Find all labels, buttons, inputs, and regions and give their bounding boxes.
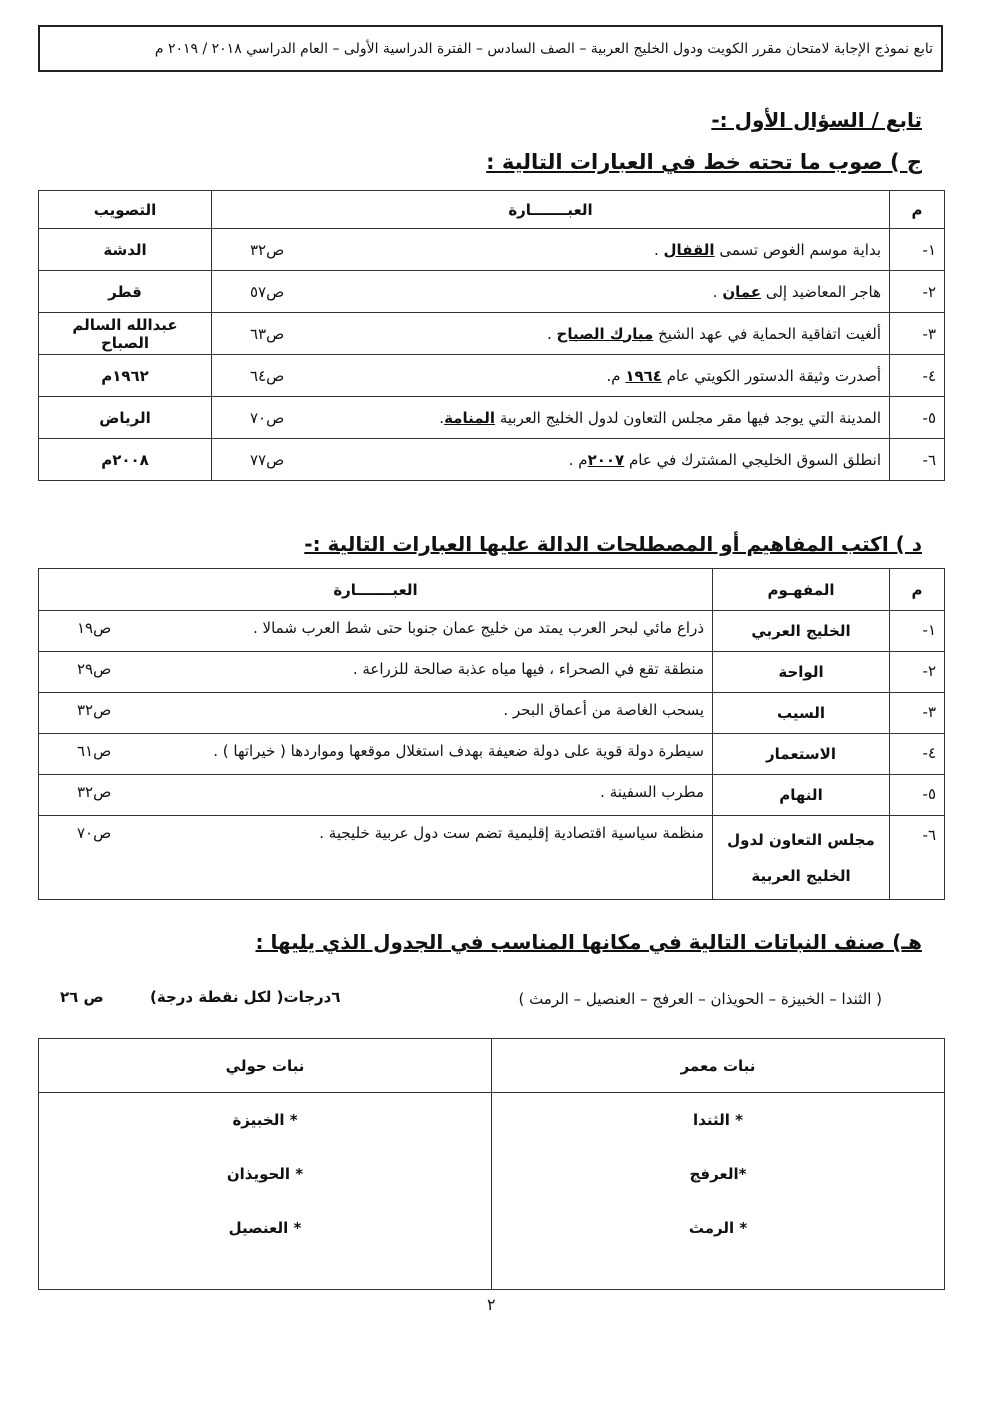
statement-text: سيطرة دولة قوية على دولة ضعيفة بهدف استغلال موقعها ومواردها ( خيراتها ) . [213, 742, 704, 760]
statement-cell [212, 271, 890, 313]
statement-cell [39, 734, 713, 775]
row-num: ٣- [890, 693, 945, 734]
plant-item: * الخبيزة [232, 1111, 298, 1129]
page-ref: ص٦٤ [250, 366, 285, 385]
underlined-term: المنامة [444, 408, 496, 427]
underlined-term: ١٩٦٤ [625, 366, 662, 385]
statement-end: م. [606, 366, 626, 385]
row-num: ١- [890, 611, 945, 652]
row-num: ٣- [890, 313, 945, 355]
table-row [39, 313, 945, 355]
plants-list: ( الثندا – الخبيزة – الحويذان – العرفج – العنصيل – الرمث ) [518, 990, 882, 1008]
statement-cell [39, 693, 713, 734]
plant-item: *العرفج [689, 1165, 747, 1183]
row-num: ١- [890, 229, 945, 271]
section-e-title: هـ) صنف النباتات التالية في مكانها المناسب في الجدول الذي يليها : [255, 930, 922, 954]
table-row [39, 816, 945, 900]
correction-cell: ٢٠٠٨م [39, 439, 212, 481]
row-num: ٢- [890, 652, 945, 693]
col-num: م [890, 191, 945, 229]
table-row [39, 439, 945, 481]
statement-cell [212, 355, 890, 397]
correction-cell: ١٩٦٢م [39, 355, 212, 397]
page-ref: ص٧٧ [250, 450, 285, 469]
row-num: ٤- [890, 734, 945, 775]
row-num: ٤- [890, 355, 945, 397]
statement-end: م . [568, 450, 588, 469]
table-row [39, 355, 945, 397]
underlined-term: القفال [663, 240, 715, 259]
table-row [39, 693, 945, 734]
annual-cell [39, 1093, 492, 1290]
col-annual: نبات حولي [39, 1039, 492, 1093]
correction-cell: قطر [39, 271, 212, 313]
section-c-title: ج ) صوب ما تحته خط في العبارات التالية : [486, 150, 922, 174]
statement-text: يسحب الغاصة من أعماق البحر . [503, 701, 704, 719]
statement-cell [212, 439, 890, 481]
underlined-term: عمان [722, 282, 762, 301]
concept-cell: مجلس التعاون لدول الخليج العربية [713, 816, 890, 900]
page-ref: ص٣٢ [77, 783, 112, 801]
statement-end: . [546, 324, 557, 343]
perennial-cell [492, 1093, 945, 1290]
correction-table [38, 190, 945, 481]
col-num: م [890, 569, 945, 611]
page-ref: ص٦١ [77, 742, 112, 760]
page-ref: ص١٩ [77, 619, 112, 637]
section-d-title: د ) اكتب المفاهيم أو المصطلحات الدالة عليها العبارات التالية :- [304, 532, 922, 556]
table-row [39, 652, 945, 693]
correction-cell: الدشة [39, 229, 212, 271]
statement-text: مطرب السفينة . [600, 783, 704, 801]
col-statement: العبـــــــارة [39, 569, 713, 611]
table-row [39, 397, 945, 439]
page-ref: ص٢٩ [77, 660, 112, 678]
table-row [39, 775, 945, 816]
statement-text: ذراع مائي لبحر العرب يمتد من خليج عمان جنوبا حتى شط العرب شمالا . [253, 619, 704, 637]
table-row [39, 611, 945, 652]
plant-item: * الرمث [688, 1219, 748, 1237]
statement-cell [39, 775, 713, 816]
statement-text: انطلق السوق الخليجي المشترك في عام [624, 450, 881, 469]
page-number: ٢ [487, 1295, 496, 1314]
header-box: تابع نموذج الإجابة لامتحان مقرر الكويت ودول الخليج العربية – الصف السادس – الفترة الدراسية الأولى – العام الدراسي ٢٠١٨ / ٢٠١٩ م [38, 25, 943, 72]
page-ref: ص٧٠ [250, 408, 285, 427]
statement-cell [39, 611, 713, 652]
row-num: ٥- [890, 775, 945, 816]
statement-cell [39, 816, 713, 900]
statement-text: بداية موسم الغوص تسمى [714, 240, 881, 259]
statement-text: المدينة التي يوجد فيها مقر مجلس التعاون لدول الخليج العربية [495, 408, 881, 427]
page-ref: ص٣٢ [77, 701, 112, 719]
page-ref: ص ٢٦ [60, 988, 104, 1006]
plant-item: * الثندا [693, 1111, 743, 1129]
statement-text: منظمة سياسية اقتصادية إقليمية تضم ست دول عربية خليجية . [319, 824, 704, 842]
row-num: ٦- [890, 439, 945, 481]
row-num: ٥- [890, 397, 945, 439]
plant-item: * الحويذان [226, 1165, 304, 1183]
page-ref: ص٥٧ [250, 282, 285, 301]
table-row [39, 229, 945, 271]
concepts-table [38, 568, 945, 900]
plants-table [38, 1038, 945, 1290]
statement-end: . [439, 408, 445, 427]
col-perennial: نبات معمر [492, 1039, 945, 1093]
page-ref: ص٣٢ [250, 240, 285, 259]
correction-cell: الرياض [39, 397, 212, 439]
statement-text: أصدرت وثيقة الدستور الكويتي عام [661, 366, 881, 385]
plant-item: * العنصيل [228, 1219, 302, 1237]
page-ref: ص٧٠ [77, 824, 112, 842]
row-num: ٦- [890, 816, 945, 900]
marks-note: ٦درجات( لكل نقطة درجة) [150, 988, 341, 1006]
statement-end: . [712, 282, 723, 301]
col-correction: التصويب [39, 191, 212, 229]
table-row [39, 734, 945, 775]
concept-cell: النهام [713, 775, 890, 816]
concept-cell: السيب [713, 693, 890, 734]
statement-cell [212, 313, 890, 355]
col-concept: المفهـوم [713, 569, 890, 611]
col-statement: العبـــــــارة [212, 191, 890, 229]
question-title: تابع / السؤال الأول :- [711, 108, 922, 132]
concept-cell: الواحة [713, 652, 890, 693]
statement-cell [212, 229, 890, 271]
underlined-term: مبارك الصباح [556, 324, 654, 343]
statement-text: ألغيت اتفاقية الحماية في عهد الشيخ [653, 324, 881, 343]
row-num: ٢- [890, 271, 945, 313]
underlined-term: ٢٠٠٧ [587, 450, 625, 469]
statement-text: منطقة تقع في الصحراء ، فيها مياه عذبة صالحة للزراعة . [352, 660, 704, 678]
correction-cell: عبدالله السالم الصباح [39, 313, 212, 355]
statement-cell [39, 652, 713, 693]
concept-cell: الاستعمار [713, 734, 890, 775]
statement-end: . [654, 240, 664, 259]
table-row [39, 271, 945, 313]
concept-cell: الخليج العربي [713, 611, 890, 652]
statement-text: هاجر المعاضيد إلى [761, 282, 881, 301]
statement-cell [212, 397, 890, 439]
page-ref: ص٦٣ [250, 324, 285, 343]
